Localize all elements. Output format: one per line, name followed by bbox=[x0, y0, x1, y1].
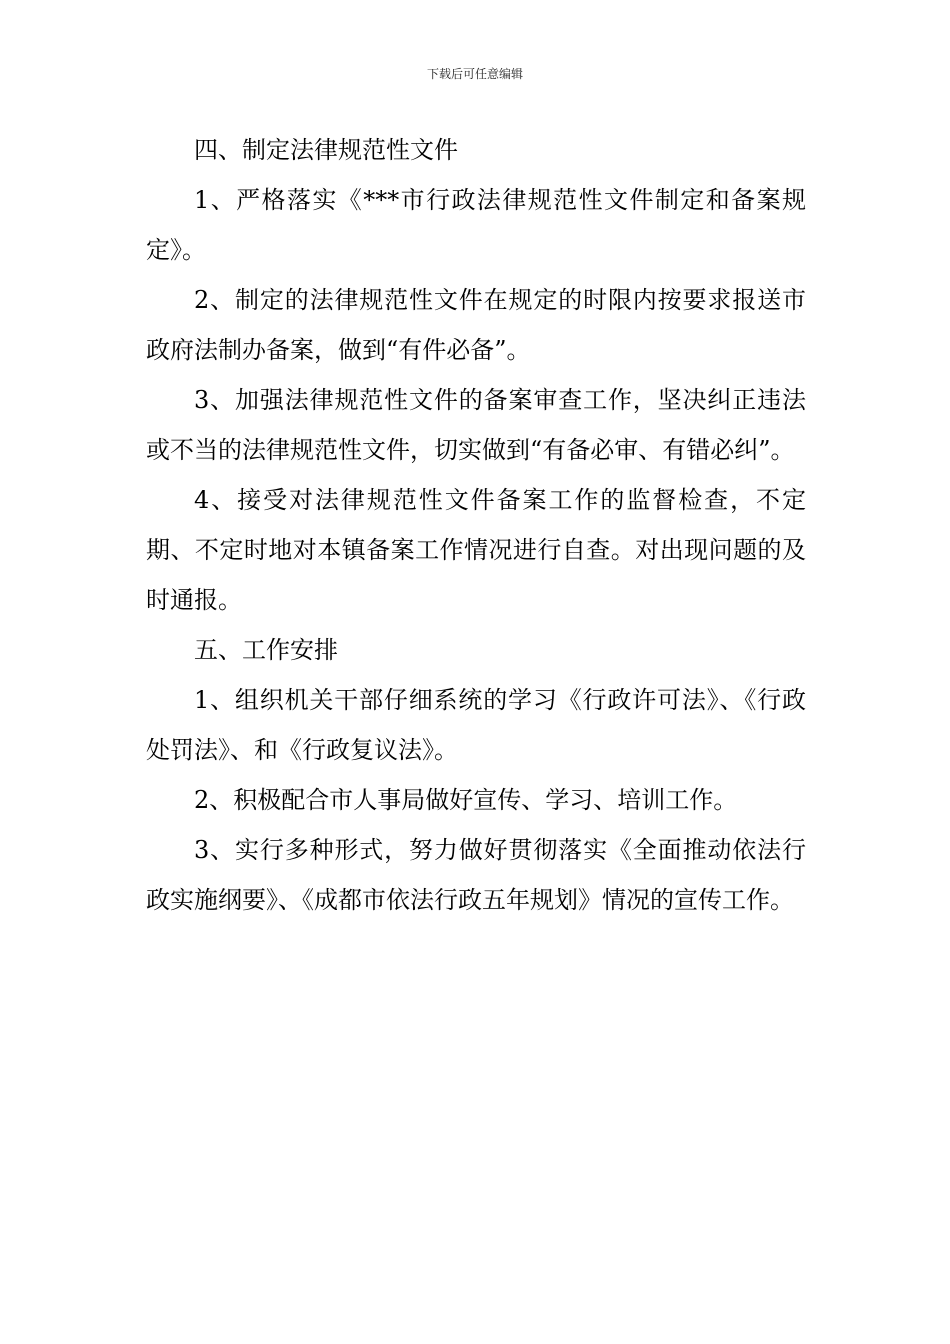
paragraph-4-3: 3、加强法律规范性文件的备案审查工作，坚决纠正违法或不当的法律规范性文件，切实做到“有备必审、有错必纠”。 bbox=[146, 386, 806, 464]
paragraph-4-2: 2、制定的法律规范性文件在规定的时限内按要求报送市政府法制办备案，做到“有件必备”。 bbox=[146, 286, 806, 364]
paragraph-5-3: 3、实行多种形式，努力做好贯彻落实《全面推动依法行政实施纲要》、《成都市依法行政五年规划》情况的宣传工作。 bbox=[146, 836, 806, 914]
paragraph-4-4: 4、接受对法律规范性文件备案工作的监督检查，不定期、不定时地对本镇备案工作情况进行自查。对出现问题的及时通报。 bbox=[146, 486, 806, 614]
section-heading-5: 五、工作安排 bbox=[194, 636, 338, 664]
section-heading-4: 四、制定法律规范性文件 bbox=[194, 136, 458, 164]
paragraph-4-1: 1、严格落实《***市行政法律规范性文件制定和备案规定》。 bbox=[146, 186, 806, 264]
document-body bbox=[146, 125, 806, 925]
header-note: 下载后可任意编辑 bbox=[426, 67, 523, 81]
paragraph-5-2: 2、积极配合市人事局做好宣传、学习、培训工作。 bbox=[194, 786, 738, 814]
paragraph-5-1: 1、组织机关干部仔细系统的学习《行政许可法》、《行政处罚法》、和《行政复议法》。 bbox=[146, 686, 806, 764]
